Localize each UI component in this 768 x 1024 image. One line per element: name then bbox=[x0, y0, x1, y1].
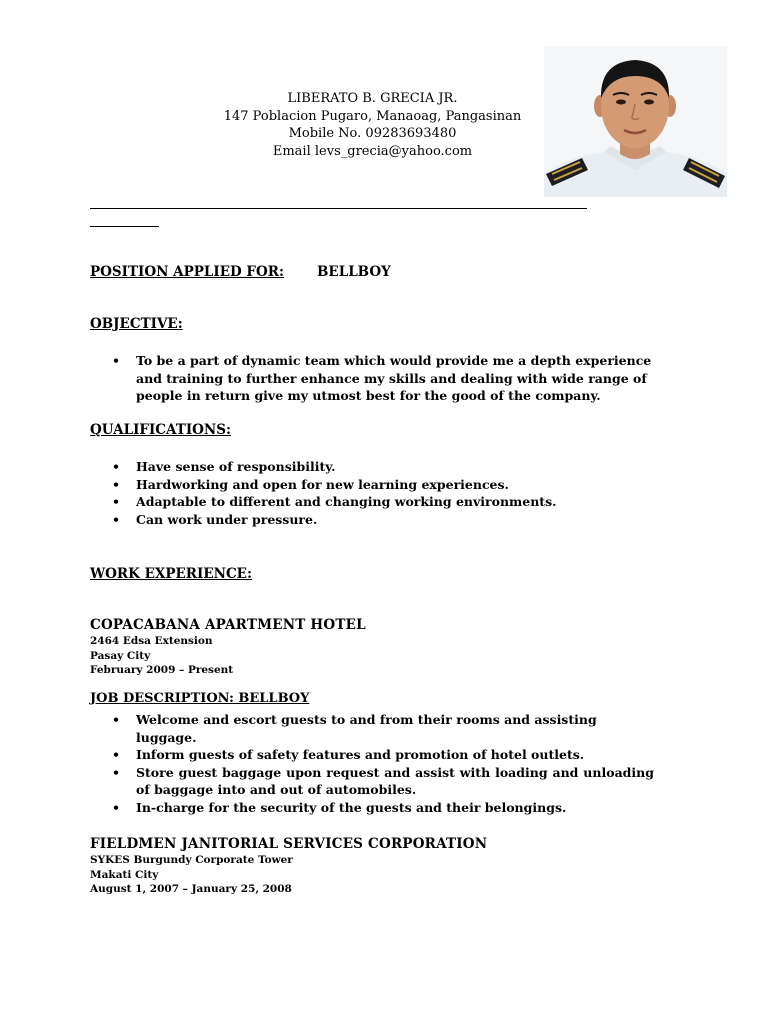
position-value: BELLBOY bbox=[317, 264, 391, 280]
objective-heading: OBJECTIVE: bbox=[90, 316, 183, 332]
job-company: COPACABANA APARTMENT HOTEL bbox=[90, 617, 366, 633]
objective-item: • To be a part of dynamic team which would provide me a depth experience and training to further enhance my skills and dealing with wide range of people in return give my utmost best for the good of the company. bbox=[90, 352, 652, 405]
job-city: Pasay City bbox=[90, 649, 151, 662]
qualification-item: • Can work under pressure. bbox=[90, 511, 652, 529]
applicant-name: LIBERATO B. GRECIA JR. bbox=[287, 91, 458, 106]
job-dates: February 2009 – Present bbox=[90, 664, 234, 676]
applicant-email: Email levs_grecia@yahoo.com bbox=[272, 143, 473, 159]
job-details bbox=[90, 634, 233, 678]
job-dates: August 1, 2007 – January 25, 2008 bbox=[90, 883, 292, 895]
objective-list bbox=[90, 352, 652, 405]
job-details bbox=[90, 853, 293, 897]
qualification-item: • Have sense of responsibility. bbox=[90, 458, 652, 476]
work-experience-heading: WORK EXPERIENCE: bbox=[90, 566, 252, 582]
job-address: 2464 Edsa Extension bbox=[90, 635, 213, 647]
job-description-heading: JOB DESCRIPTION: BELLBOY bbox=[90, 691, 310, 706]
qualifications-list bbox=[90, 458, 652, 528]
job-address: SYKES Burgundy Corporate Tower bbox=[90, 854, 293, 866]
header-divider bbox=[90, 208, 587, 209]
header-divider-short bbox=[90, 226, 159, 227]
applicant-address: 147 Poblacion Pugaro, Manaoag, Pangasinan bbox=[223, 108, 522, 124]
qualification-item: • Hardworking and open for new learning experiences. bbox=[90, 476, 652, 494]
job-duty-item: • In-charge for the security of the guests and their belongings. bbox=[90, 799, 654, 817]
applicant-photo bbox=[544, 46, 727, 197]
job-company: FIELDMEN JANITORIAL SERVICES CORPORATION bbox=[90, 836, 488, 852]
position-label: POSITION APPLIED FOR: bbox=[90, 264, 284, 280]
applicant-photo-image bbox=[544, 46, 727, 197]
job-city: Makati City bbox=[90, 868, 159, 881]
job-duty-item: • Welcome and escort guests to and from their rooms and assisting luggage. bbox=[90, 711, 654, 746]
job-duties-list bbox=[90, 711, 654, 816]
qualification-item: • Adaptable to different and changing working environments. bbox=[90, 493, 652, 511]
job-duty-item: • Inform guests of safety features and promotion of hotel outlets. bbox=[90, 746, 654, 764]
resume-header bbox=[180, 90, 565, 160]
applicant-mobile: Mobile No. 09283693480 bbox=[288, 126, 457, 141]
job-duty-item: • Store guest baggage upon request and assist with loading and unloading of baggage into and out of automobiles. bbox=[90, 764, 654, 799]
qualifications-heading: QUALIFICATIONS: bbox=[90, 422, 231, 438]
